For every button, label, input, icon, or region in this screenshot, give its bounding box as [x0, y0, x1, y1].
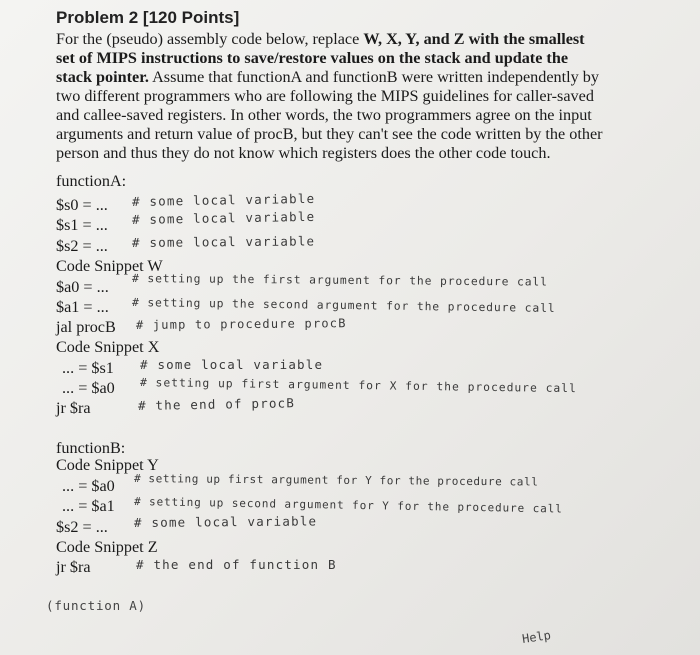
code-line: ... = $a0 — [62, 379, 115, 397]
code-line: ... = $s1 — [62, 359, 114, 377]
handwritten-help-note: Help — [521, 628, 552, 646]
code-line: ... = $a0 — [62, 477, 115, 495]
statement-line-5: and callee-saved registers. In other words, the two programmers agree on the input — [56, 106, 592, 124]
code-line: jr $ra — [56, 399, 91, 417]
handwritten-comment: # setting up second argument for Y for the procedure call — [133, 495, 563, 516]
code-line: $s2 = ... — [56, 518, 108, 536]
snippet-w-label: Code Snippet W — [56, 257, 163, 275]
statement-line-7: person and thus they do not know which registers does the other code touch. — [56, 144, 551, 162]
handwritten-comment: # some local variable — [140, 357, 324, 372]
snippet-z-label: Code Snippet Z — [56, 538, 158, 556]
code-line: $s0 = ... — [56, 196, 108, 214]
function-b-label: functionB: — [56, 439, 126, 457]
code-line: $s1 = ... — [56, 216, 108, 234]
function-a-label: functionA: — [56, 172, 127, 190]
snippet-x-label: Code Snippet X — [56, 338, 160, 356]
problem-title: Problem 2 [120 Points] — [56, 8, 240, 27]
handwritten-comment: # some local variable — [133, 513, 318, 530]
handwritten-function-a-note: (function A) — [46, 598, 146, 613]
handwritten-comment: # setting up the first argument for the procedure call — [131, 272, 548, 289]
code-line: ... = $a1 — [62, 497, 115, 515]
handwritten-comment: # the end of procB — [137, 395, 296, 413]
handwritten-comment: # some local variable — [131, 208, 316, 227]
code-line: $s2 = ... — [56, 237, 108, 255]
handwritten-comment: # the end of function B — [136, 557, 337, 572]
code-line: jr $ra — [56, 558, 91, 576]
statement-line-2: set of MIPS instructions to save/restore values on the stack and update the — [56, 49, 569, 67]
handwritten-comment: # setting up first argument for X for the procedure call — [139, 376, 577, 396]
statement-line-3: stack pointer. Assume that functionA and functionB were written independently by — [56, 68, 599, 86]
code-line: $a0 = ... — [56, 278, 109, 296]
handwritten-comment: # jump to procedure procB — [135, 316, 347, 332]
statement-line-4: two different programmers who are following the MIPS guidelines for caller-saved — [56, 87, 594, 105]
code-line: jal procB — [56, 318, 116, 336]
statement-line-1: For the (pseudo) assembly code below, replace W, X, Y, and Z with the smallest — [56, 30, 585, 48]
handwritten-comment: # setting up first argument for Y for the procedure call — [133, 472, 539, 489]
problem-statement — [56, 30, 676, 163]
snippet-y-label: Code Snippet Y — [56, 456, 159, 474]
handwritten-comment: # setting up the second argument for the procedure call — [131, 296, 556, 315]
statement-line-6: arguments and return value of procB, but they can't see the code written by the other — [56, 125, 603, 143]
handwritten-comment: # some local variable — [131, 190, 316, 209]
code-line: $a1 = ... — [56, 298, 109, 316]
handwritten-comment: # some local variable — [131, 233, 316, 250]
